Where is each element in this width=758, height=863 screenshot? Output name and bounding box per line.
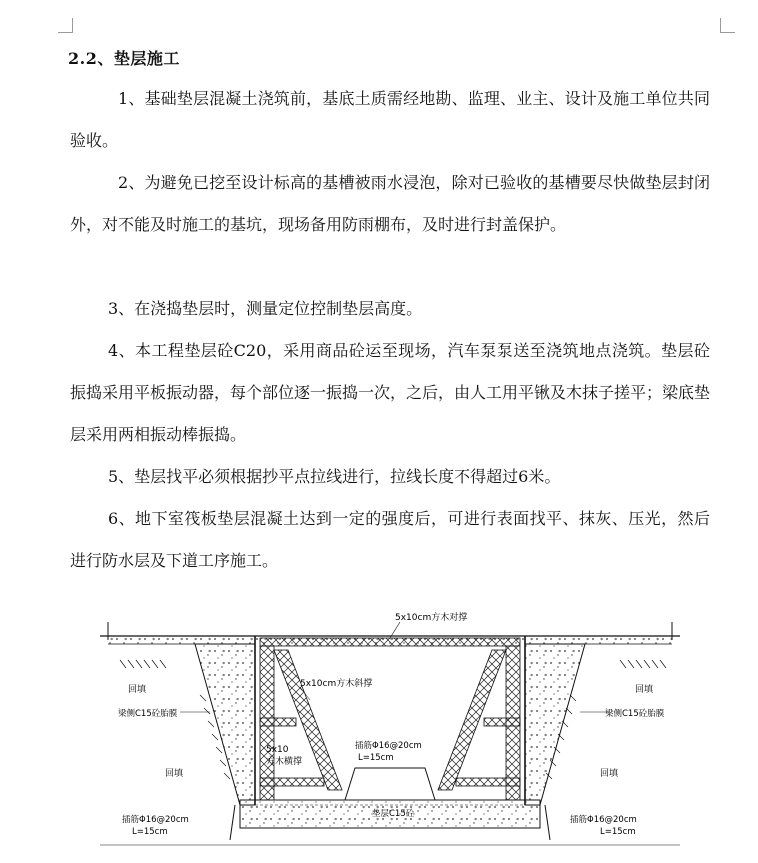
page-corner-mark-top-right <box>720 18 735 33</box>
label-horiz-brace-2: 方木横撑 <box>266 757 303 767</box>
right-slope-wall <box>525 644 585 805</box>
paragraph-6: 6、地下室筏板垫层混凝土达到一定的强度后，可进行表面找平、抹灰、压光，然后进行防水层及下道工序施工。 <box>70 509 710 570</box>
label-cushion: 垫层C15砼 <box>372 809 415 819</box>
center-rebar <box>345 768 435 800</box>
label-top-brace: 5x10cm方木对撑 <box>395 613 468 623</box>
left-horizontal-brace-2 <box>260 778 324 786</box>
label-backfill-left-bottom: 回填 <box>165 769 184 779</box>
label-rebar-center-1: 插筋Φ16@20cm <box>355 741 422 751</box>
top-brace <box>260 638 520 646</box>
label-brick-left: 梁侧C15砼胎膜 <box>118 709 178 719</box>
paragraph-3: 3、在浇捣垫层时，测量定位控制垫层高度。 <box>108 299 423 318</box>
paragraph-1: 1、基础垫层混凝土浇筑前，基底土质需经地勘、监理、业主、设计及施工单位共同验收。 <box>70 89 710 150</box>
label-rebar-right-1: 插筋Φ16@20cm <box>570 815 637 825</box>
label-backfill-right-top: 回填 <box>635 685 654 695</box>
right-horizontal-brace-2 <box>456 778 520 786</box>
label-rebar-left-2: L=15cm <box>132 827 168 837</box>
page-corner-mark-top-left <box>58 18 73 33</box>
paragraph-2: 2、为避免已挖至设计标高的基槽被雨水浸泡，除对已验收的基槽要尽快做垫层封闭外，对不能及时施工的基坑，现场备用防雨棚布，及时进行封盖保护。 <box>70 173 710 234</box>
label-rebar-left-1: 插筋Φ16@20cm <box>122 815 189 825</box>
right-horizontal-brace-1 <box>484 718 520 726</box>
label-brick-right: 梁侧C15砼胎膜 <box>605 709 665 719</box>
paragraph-5: 5、垫层找平必须根据抄平点拉线进行，拉线长度不得超过6米。 <box>108 467 561 486</box>
label-backfill-right-bottom: 回填 <box>600 769 619 779</box>
cross-section-drawing <box>100 600 680 850</box>
paragraph-4: 4、本工程垫层砼C20，采用商品砼运至现场，汽车泵泵送至浇筑地点浇筑。垫层砼振捣采用平板振动器，每个部位逐一振捣一次，之后，由人工用平锹及木抹子搓平；梁底垫层采用两相振动棒振捣。 <box>70 341 711 444</box>
left-horizontal-brace-1 <box>260 718 296 726</box>
label-rebar-right-2: L=15cm <box>600 827 636 837</box>
section-heading: 2.2、垫层施工 <box>68 49 180 68</box>
left-slope-wall <box>195 644 255 805</box>
label-diag-brace: 5x10cm方木斜撑 <box>300 679 373 689</box>
label-rebar-center-2: L=15cm <box>358 753 394 763</box>
label-backfill-left-top: 回填 <box>128 685 147 695</box>
label-horiz-brace-1: 5x10 <box>266 745 289 755</box>
